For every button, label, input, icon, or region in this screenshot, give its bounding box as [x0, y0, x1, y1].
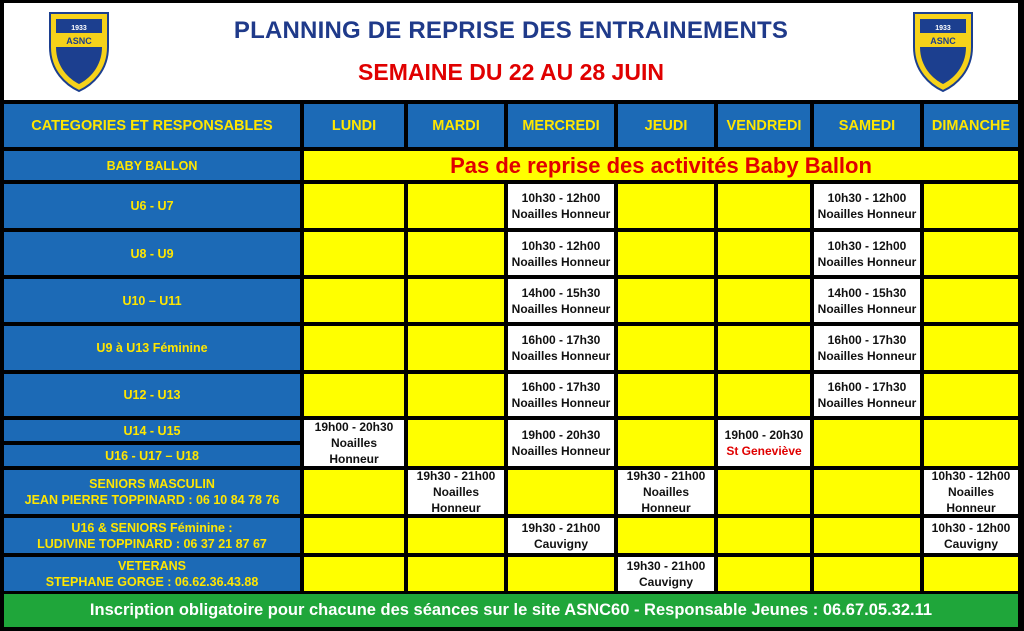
empty-cell — [814, 420, 920, 466]
logo-name: ASNC — [66, 36, 92, 46]
session-cell — [508, 326, 614, 370]
empty-cell — [924, 279, 1018, 322]
empty-cell — [718, 557, 810, 591]
session-time: 19h30 - 21h00 — [626, 559, 706, 573]
empty-cell — [718, 374, 810, 416]
empty-cell — [718, 470, 810, 514]
category-contact: STEPHANE GORGE : 06.62.36.43.88 — [45, 575, 259, 589]
category-label: BABY BALLON — [106, 158, 198, 173]
category-contact: LUDIVINE TOPPINARD : 06 37 21 87 67 — [37, 536, 267, 551]
empty-cell — [814, 557, 920, 591]
session-cell — [924, 518, 1018, 553]
session-cell — [508, 374, 614, 416]
header-category: CATEGORIES ET RESPONSABLES — [4, 104, 300, 147]
empty-cell — [408, 232, 504, 275]
session-cell — [618, 470, 714, 514]
session-venue: Honneur — [641, 501, 691, 514]
session-time: 16h00 - 17h30 — [521, 380, 601, 394]
header-day-friday: VENDREDI — [718, 104, 810, 147]
category-veterans — [4, 557, 300, 591]
session-cell — [508, 232, 614, 275]
session-venue: Noailles Honneur — [511, 301, 611, 316]
empty-cell — [408, 557, 504, 591]
logo-year: 1933 — [71, 25, 87, 32]
category-u16-u18 — [4, 445, 300, 466]
empty-cell — [304, 326, 404, 370]
session-venue: Cauvigny — [638, 575, 693, 589]
empty-cell — [718, 326, 810, 370]
session-cell — [508, 279, 614, 322]
category-label: U6 - U7 — [130, 199, 174, 213]
session-time: 10h30 - 12h00 — [827, 238, 907, 253]
logo-name: ASNC — [930, 36, 956, 46]
session-cell — [718, 420, 810, 466]
page-subtitle: SEMAINE DU 22 AU 28 JUIN — [358, 59, 664, 85]
session-time: 19h30 - 21h00 — [416, 470, 496, 483]
empty-cell — [618, 326, 714, 370]
session-venue: Noailles Honneur — [817, 254, 917, 269]
empty-cell — [304, 279, 404, 322]
session-venue: St Geneviève — [726, 444, 802, 458]
session-time: 10h30 - 12h00 — [827, 191, 907, 205]
empty-cell — [924, 420, 1018, 466]
session-cell — [408, 470, 504, 514]
session-time: 19h00 - 20h30 — [314, 420, 394, 434]
category-u10-u11 — [4, 279, 300, 322]
session-cell — [814, 279, 920, 322]
session-venue: Noailles — [432, 485, 480, 499]
empty-cell — [618, 420, 714, 466]
session-venue: Cauvigny — [533, 536, 588, 551]
empty-cell — [718, 279, 810, 322]
session-venue: Noailles Honneur — [511, 207, 611, 221]
category-contact: JEAN PIERRE TOPPINARD : 06 10 84 78 76 — [24, 493, 280, 507]
category-u9-u13-feminine — [4, 326, 300, 370]
empty-cell — [408, 326, 504, 370]
session-venue: Noailles Honneur — [817, 396, 917, 410]
category-label: SENIORS MASCULIN — [89, 477, 215, 491]
session-time: 16h00 - 17h30 — [827, 380, 907, 394]
category-label: U16 - U17 – U18 — [105, 448, 199, 463]
session-cell — [508, 518, 614, 553]
header-banner — [4, 3, 1018, 100]
session-venue: Noailles — [642, 485, 690, 499]
session-venue: Noailles Honneur — [817, 349, 917, 363]
empty-cell — [718, 184, 810, 228]
category-u14-u15 — [4, 420, 300, 441]
session-venue: Noailles Honneur — [817, 207, 917, 221]
empty-cell — [408, 518, 504, 553]
baby-ballon-notice: Pas de reprise des activités Baby Ballon — [304, 151, 1018, 180]
session-time: 10h30 - 12h00 — [931, 470, 1011, 483]
empty-cell — [718, 518, 810, 553]
session-venue: Noailles Honneur — [817, 301, 917, 316]
empty-cell — [304, 184, 404, 228]
empty-cell — [408, 420, 504, 466]
empty-cell — [924, 184, 1018, 228]
empty-cell — [304, 232, 404, 275]
empty-cell — [408, 279, 504, 322]
session-venue: Noailles Honneur — [511, 444, 611, 458]
category-u6-u7 — [4, 184, 300, 228]
category-label: U10 – U11 — [122, 293, 182, 308]
category-label: U14 - U15 — [123, 423, 181, 438]
header-day-thursday: JEUDI — [618, 104, 714, 147]
session-cell — [508, 184, 614, 228]
session-cell — [924, 470, 1018, 514]
empty-cell — [924, 232, 1018, 275]
page-title: PLANNING DE REPRISE DES ENTRAINEMENTS — [233, 17, 789, 44]
empty-cell — [618, 184, 714, 228]
session-venue: Noailles Honneur — [511, 349, 611, 363]
empty-cell — [408, 184, 504, 228]
session-time: 10h30 - 12h00 — [521, 238, 601, 253]
empty-cell — [618, 518, 714, 553]
category-label: U12 - U13 — [123, 388, 181, 402]
category-baby-ballon — [4, 151, 300, 180]
header-day-saturday: SAMEDI — [814, 104, 920, 147]
session-cell — [814, 184, 920, 228]
session-time: 14h00 - 15h30 — [827, 285, 907, 300]
session-cell — [814, 374, 920, 416]
empty-cell — [304, 518, 404, 553]
header-day-sunday: DIMANCHE — [924, 104, 1018, 147]
session-cell — [508, 420, 614, 466]
empty-cell — [814, 518, 920, 553]
empty-cell — [304, 557, 404, 591]
session-venue: Noailles — [947, 485, 995, 499]
session-time: 19h00 - 20h30 — [724, 428, 804, 442]
session-cell — [814, 326, 920, 370]
empty-cell — [618, 232, 714, 275]
session-cell — [814, 232, 920, 275]
session-venue: Noailles Honneur — [511, 254, 611, 269]
empty-cell — [304, 470, 404, 514]
session-time: 19h30 - 21h00 — [626, 470, 706, 483]
session-time: 16h00 - 17h30 — [521, 333, 601, 347]
category-label: U16 & SENIORS Féminine : — [71, 520, 233, 535]
empty-cell — [924, 326, 1018, 370]
header-day-tuesday: MARDI — [408, 104, 504, 147]
empty-cell — [924, 374, 1018, 416]
session-cell — [618, 557, 714, 591]
empty-cell — [408, 374, 504, 416]
session-time: 19h30 - 21h00 — [521, 520, 601, 535]
session-time: 19h00 - 20h30 — [521, 428, 601, 442]
session-venue: Noailles Honneur — [511, 396, 611, 410]
category-label: U8 - U9 — [130, 246, 174, 261]
logo-year: 1933 — [935, 25, 951, 32]
session-venue: Honneur — [431, 501, 481, 514]
empty-cell — [618, 374, 714, 416]
empty-cell — [924, 557, 1018, 591]
header-day-wednesday: MERCREDI — [508, 104, 614, 147]
session-time: 16h00 - 17h30 — [827, 333, 907, 347]
empty-cell — [618, 279, 714, 322]
category-label: U9 à U13 Féminine — [96, 341, 208, 355]
session-time: 10h30 - 12h00 — [521, 191, 601, 205]
footer-notice: Inscription obligatoire pour chacune des séances sur le site ASNC60 - Responsable Jeunes : 06.67.05.32.11 — [4, 594, 1018, 627]
session-venue: Cauvigny — [943, 536, 998, 551]
session-venue: Honneur — [329, 452, 379, 466]
session-time: 10h30 - 12h00 — [931, 520, 1011, 535]
category-u12-u13 — [4, 374, 300, 416]
header-day-monday: LUNDI — [304, 104, 404, 147]
category-u8-u9 — [4, 232, 300, 275]
category-seniors-masculin — [4, 470, 300, 514]
category-seniors-feminine — [4, 518, 300, 553]
empty-cell — [304, 374, 404, 416]
session-time: 14h00 - 15h30 — [521, 285, 601, 300]
empty-cell — [814, 470, 920, 514]
session-venue: Noailles — [330, 436, 378, 450]
empty-cell — [508, 557, 614, 591]
category-label: VETERANS — [117, 559, 187, 573]
empty-cell — [718, 232, 810, 275]
session-cell — [304, 420, 404, 466]
session-venue: Honneur — [946, 501, 996, 514]
empty-cell — [508, 470, 614, 514]
